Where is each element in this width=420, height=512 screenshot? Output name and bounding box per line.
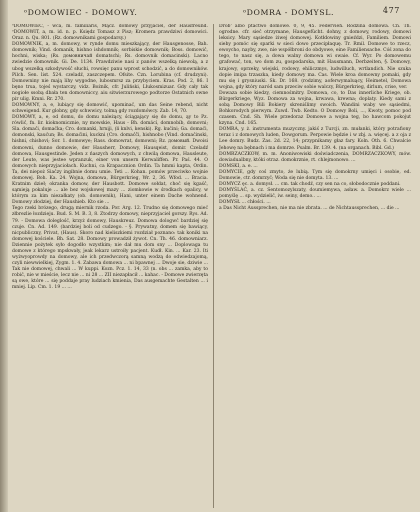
entry-domowy-continued: Tego rzeki brózego, drugą miernik rzoda. Por. Arg. 12. Trudno się domowego mieć złbrezlie łozdzieju. Bud. S. M. B. 3, 8. Ztodrzy domowy, nieprzyjaciel gorszy. Rys. Ad. 79. - Domowa doleglość, krzyż domowy, Hauskreuz. Domowa dologwć bardziej się czuje. Cn. Ad. 149. (bardziej boli od cudzego. - §. Prywatny, domem się bawiący, nicpubliczny, Privat, (Haus). Skoro nad kieliszkiemi rozdział poznano: tak koniki na domowej kościele. Bh. Sat. 28. Domowy prowadził żywot. Cn. Th. 46. domowniarz. Dziennie pożytek syło dogodło wzystkim; nie dał mu dom sny ... Doplowaga tu domowe z którego mpskwały, jeak lekarz ustroiły pacjent. Kudł. Kin. ... Kar. 23. Iti wyżwyoprowdy na domowy, ale ich przedwczorą samną wodzą do odwiedzajomą, czyli niewwielkiej, Zygm. 1. 4. Zabawa domowa ... ni bpawnej ... Dwoje sie, dziwie ... Tak nie domowej, chwali ... W kuppi. Kozn. Pcz. 1. 14, 33 (n. obs ... zamka, aby to robić, nie w mieście, lecz nie ... ni 28 ... ZII niezapłacił ... kahac. - Domowe zwierzęta są owe, które ... się poddaje pray ludziach kmienia, Das ausgemachte Gestalten ... i mniej. Lip. Cm. 1. 19 ... ... bbox=[12, 206, 208, 291]
entry-domowny: DOMOWNY, a, e, lubiący się domowić, upominać, um das Seine rebend, nicht schweigend. Kur globny, gdy schwwicy, tolmą gdy rozdomówcy. Zab. 14, 70. bbox=[12, 103, 208, 115]
entry-domycie: DOMYCIE, gdy coś zmyto, że lubią. Tym się domokrny umięci i osobie, ed. Domowie, ctr. domrzyć; Woda się nie domyta. 13. ... bbox=[219, 169, 411, 181]
running-header bbox=[10, 6, 412, 20]
entry-domra: DOMRA, y. ż. instrumenta muzyczny. jakiś z Turcji, zn. mułanki, który potrafiony teraz i z domowych luden, Dowgorum. Perpowie będzie i w zbj. a. więcej. a z oja z Lee domry. Budz. Zas. 2d. 22, 14; przypnikamy głaz fary. Koln. Oth. 6. Chwalcie Jehowę na bębnach i ma domrze. Psalm. Br. 139. 4. (na organach. Bibl. Gd.) bbox=[219, 127, 411, 151]
page-number: 477 bbox=[382, 6, 400, 15]
entry-domowy-cont: Drob' albo ptactwo domowe. 0, 9, 45. Federvieh. Rodzina domowa. Cn. Th. ogrodne. cfr. sieć otrzymane, Hausgefücht. dohny, z domowy, rodowy, domowi leksicy. Mary sąsiedze żiwej domowej. Kotłdowiny gnieździ, Familiem. Domowi sieby pomóc się sparki w sieci dowo przecipłaquę. Tr. Rmil. Domowe to rzecz, ewoycho, nayby, zwe, nie współbroni do obdyowe, eine Familiensache. Cóś zona do tego, to nasz się, a dowa walny domowa wi swaie. Cf. Wyr. Po domowemu grafować, ton, wo dom zu, gospodarska, mit Hausmann, Derbzeiten, §. Domowy, krajowy, oprzeky, wiejski, rodowy, ehiliczmys, ludwilluch, wrtlandich. Nie szuka dopie imipa trzaszka, kiedy domowy ma. Cas. Wiele kroa domowny pomaki, gdy mu się i grysniuski. Sk. Dr. 168. (rodzimy, aoferwymaluący, Heimetel, Domowa wojna, gdy który naród sam przeciw sobie walczy, Bürgerkrieg, dirlum, crise, ver. bbox=[219, 24, 411, 90]
entry-domowiec: ᵒDOMOWIEC, - wca, m. familiaris, Mącz. domowy przyjaciel, der Hausfreund. ᵒDOMOWIT, a, m. id. n. p. Księdz Tomasz z Pisz; Kromera prawdziwi domowici. Oraz. n. Qu. 801. (Rz. domownikami gospodarsy.) bbox=[12, 24, 208, 42]
page-gutter-shadow bbox=[0, 0, 8, 512]
entry-closing: a Das Nicht Aussprechen, nie ma nie zbrata. ... de Nichtaussprechen, ... die ... bbox=[219, 206, 400, 212]
entry-domowy: DOMOWY, a, e, od domu, do domu należący, ściągający się do domu, ąy to Pz. rówlić, fn. lir. kioknomicznie, ny mowskie, Haus - Bh. domácí, domnobíb, domovni; Sla. domaći, domaćka; Cro. domanki, hrniji, (li knlvi, kenski). Rg. kućini; Ga. domaći, domonski, kaućun; Bs. domaćini, kuckni (Cro. domaćči, hishnobo (Vind. domaćinski, hishni, chishovi; Sor. 1. domowye; Rass. domowrat, domowni; Rz. домовый. Dwoisi domowni, dunno domowie, der Hausherr, Domowy, Hausqeist, domir. Czeladź domowa, Hausgestinde. Jeden z ńaszych domowych, z chwilą domowa, Hausleute, der Leute, was jestee wpranzuk, einer von unsern Kerwaliffen. Pr. Paś. 44. O domowych nieprzyjaciołach. Kuchni, ca Krapacznion Ordin. Ta hmmi kapta, Ordin. Ta, dei niepoż Siaćzy ingibnie domu umie. Teti ... Kohan. pomów przeciwko wojnie domowej. Boh. Ka. 24. Wojna, domowa, Bürgerkrieg, Wr. 2, 36. Wfod. ... Bracia. Kratnim dzieł; okranka domow, der Hausbott. Domowe sołdat, choć się kgaść, sąmieją pokaluje ... ale bez wojskowej mazy ... ziomkowie w środkach opalicy, w którym za kim niezałkaty (ob. domownik), Hani, unter einem Dache wohnend. Domowy złodziej, der Haushieb. Kto sie ... bbox=[12, 115, 208, 206]
header-left-guide: ᵒDOMOWIEC - DOMOWY. bbox=[24, 8, 138, 17]
right-column bbox=[219, 24, 411, 510]
column-divider bbox=[213, 24, 214, 508]
entry-domowa-wojna: Dowaza sobie kiedzy, ciemnośmitry. Domowa, co, to Das innerliche Kriege, ob. Bürgerkriege, Wyz. Domowa za wojna, krwawa, krewna; doplaty. Kiedy sami z sobą Domowy Bili Bokiery skreniślimy swoich. Wandini waby we sąsiedmi, Bohkorodych pierwym. Zuwd. Twb. Kedto. O Domowy Boli, ..., Kwoty, pomoc pod czasem. Cnd. Sh. Wiele przedoraz Domowe a wojna teg, bo hawcom pokojut kzyna. Cnd. 165. bbox=[219, 90, 411, 127]
entry-domski: DOMSKI, a. e. ... bbox=[219, 163, 258, 169]
entry-domysl: DOMYSŁ ... chłości. ... bbox=[219, 200, 271, 206]
left-column bbox=[12, 24, 208, 510]
entry-domyslac: DOMYŚLAĆ, a. cz. Sentomozylszaty, doumiemywa, asław. a. Domokrz wiele ... pomyślę ... sp. wydzielić, iw. seiny, demo.. ... bbox=[219, 188, 411, 200]
entry-domrzaczkow: DOMRZACZKOW, m. m. Anoniwowiski doświadczenia, DOMRZACZKOWY, mów. dowiadualbny, któki otraz. domokrznie, rt. chlejmonowo. ... bbox=[219, 151, 411, 163]
entry-domownik: DOMOWNIK, a, m. domowy, w rynde domu mieszkający, der Hausgenosse, Bah. domownik; Vind. domanik, hishno ishdomnik; sorbiskie domownik; Boss. domowić, hochni, wiska; (Rs. домовничай domatschi; Rs. domovnik domacinski). Lacno zwiedzie domownik. Gi. De. 1134. Prawdziwie nasi z panów wszelką niewolą, a z ubog wszelką szkodywość słuchi, rowsięc panu wprost schodzić, a do domowników. Pilch. Sen. list. 524. czeladź, zaszczepem. Ofsite. Czn. Lorubina (cf. drudzyni). Domowniny nie mają lihy wygodne, lubosmrsz za przybyciem. Kras. Pod. 2, 86. I bęno trua, tojeś wystarczy, vidz. Bożnik, cfr. Juliński, Lłukosmizuar. Gdy cały tak nogiołe ssobą dbała ten domowniccy, aiu sitwierzurowego podtorze Ostatnich owne pir ulig. Kmni. Rr. 270. bbox=[12, 42, 208, 102]
entry-domycz: DOMYCZ ęc. a. domysł. ... cm. tak chodź, czy sen na co, słobodocznie poddani. bbox=[219, 182, 401, 188]
header-right-guide: ᵒDOMRA - DOMYSL. bbox=[243, 8, 335, 17]
